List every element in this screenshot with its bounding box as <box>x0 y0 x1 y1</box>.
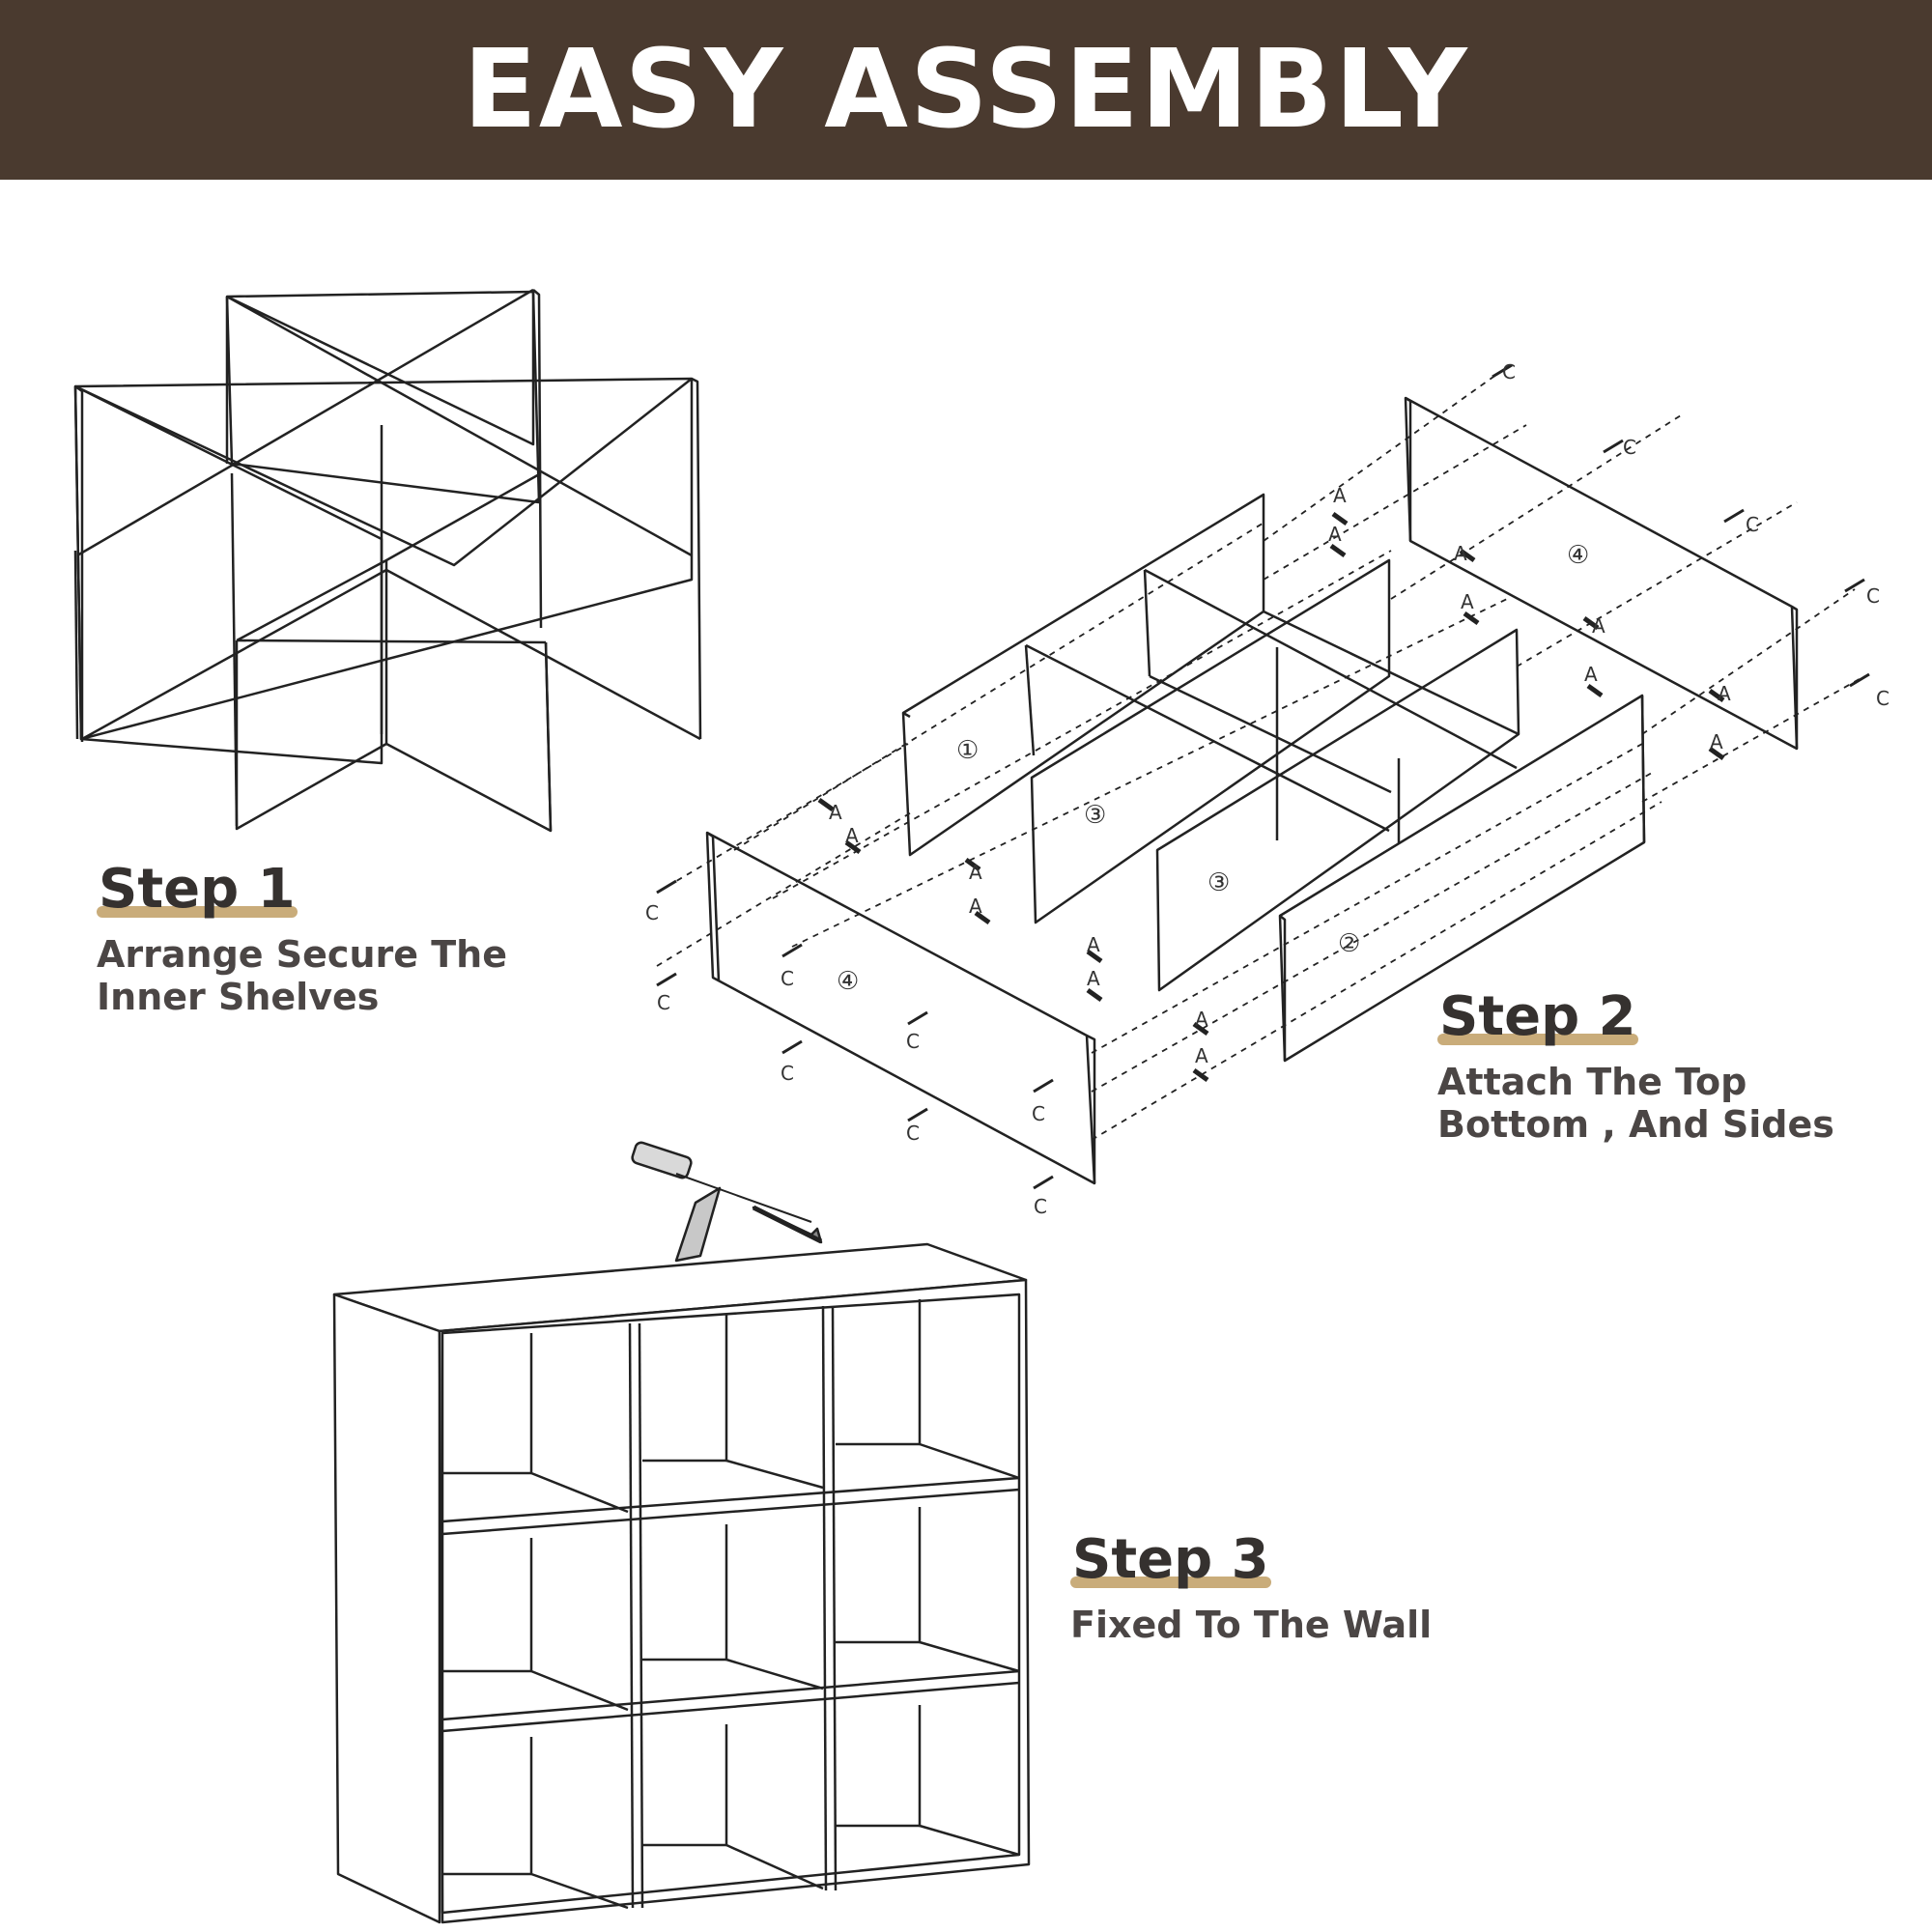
panel-label-1: ① <box>956 736 980 765</box>
svg-text:A: A <box>1718 682 1731 705</box>
step-2-description: Attach The Top Bottom , And Sides <box>1437 1061 1834 1146</box>
panel-label-4b: ④ <box>1567 541 1590 570</box>
step-2-title: Step 2 <box>1439 985 1636 1048</box>
step-2 <box>1437 987 1834 1146</box>
svg-text:C: C <box>1746 513 1759 536</box>
svg-text:C: C <box>1034 1195 1047 1218</box>
svg-text:A: A <box>969 895 982 918</box>
svg-text:A: A <box>1333 484 1347 507</box>
svg-text:C: C <box>1502 360 1516 384</box>
step-3-description: Fixed To The Wall <box>1070 1604 1433 1646</box>
step3-shelf-drawing <box>334 1244 1029 1922</box>
step-3 <box>1070 1530 1432 1646</box>
svg-text:A: A <box>1195 1008 1208 1031</box>
step1-inner-shelves-drawing <box>75 290 700 831</box>
step-3-title: Step 3 <box>1072 1528 1269 1591</box>
page-title: EASY ASSEMBLY <box>463 27 1469 153</box>
step-1 <box>97 860 507 1018</box>
panel-label-3a: ③ <box>1084 801 1107 830</box>
step-1-title: Step 1 <box>99 858 296 921</box>
svg-text:A: A <box>845 824 859 847</box>
svg-text:C: C <box>906 1030 920 1053</box>
wall-anchor-icon <box>631 1141 821 1261</box>
svg-text:C: C <box>781 967 794 990</box>
svg-text:C: C <box>657 991 670 1014</box>
svg-text:A: A <box>1592 614 1605 638</box>
svg-text:A: A <box>1087 933 1100 956</box>
panel-label-3b: ③ <box>1208 868 1231 897</box>
svg-text:C: C <box>1876 687 1889 710</box>
panel-label-4a: ④ <box>837 967 860 996</box>
svg-text:A: A <box>1195 1044 1208 1067</box>
svg-text:A: A <box>1710 730 1723 753</box>
svg-text:A: A <box>1454 542 1467 565</box>
svg-text:A: A <box>1584 663 1598 686</box>
panel-label-2: ② <box>1338 929 1361 958</box>
svg-text:C: C <box>1032 1102 1045 1125</box>
svg-text:A: A <box>1087 967 1100 990</box>
svg-text:A: A <box>1461 590 1474 613</box>
step-1-description: Arrange Secure The Inner Shelves <box>97 933 507 1018</box>
svg-text:C: C <box>1866 584 1880 608</box>
svg-text:C: C <box>1623 436 1636 459</box>
svg-text:A: A <box>829 801 842 824</box>
svg-text:C: C <box>645 901 659 924</box>
svg-text:C: C <box>781 1062 794 1085</box>
svg-text:A: A <box>1328 523 1342 546</box>
svg-text:A: A <box>969 861 982 884</box>
svg-text:C: C <box>906 1122 920 1145</box>
